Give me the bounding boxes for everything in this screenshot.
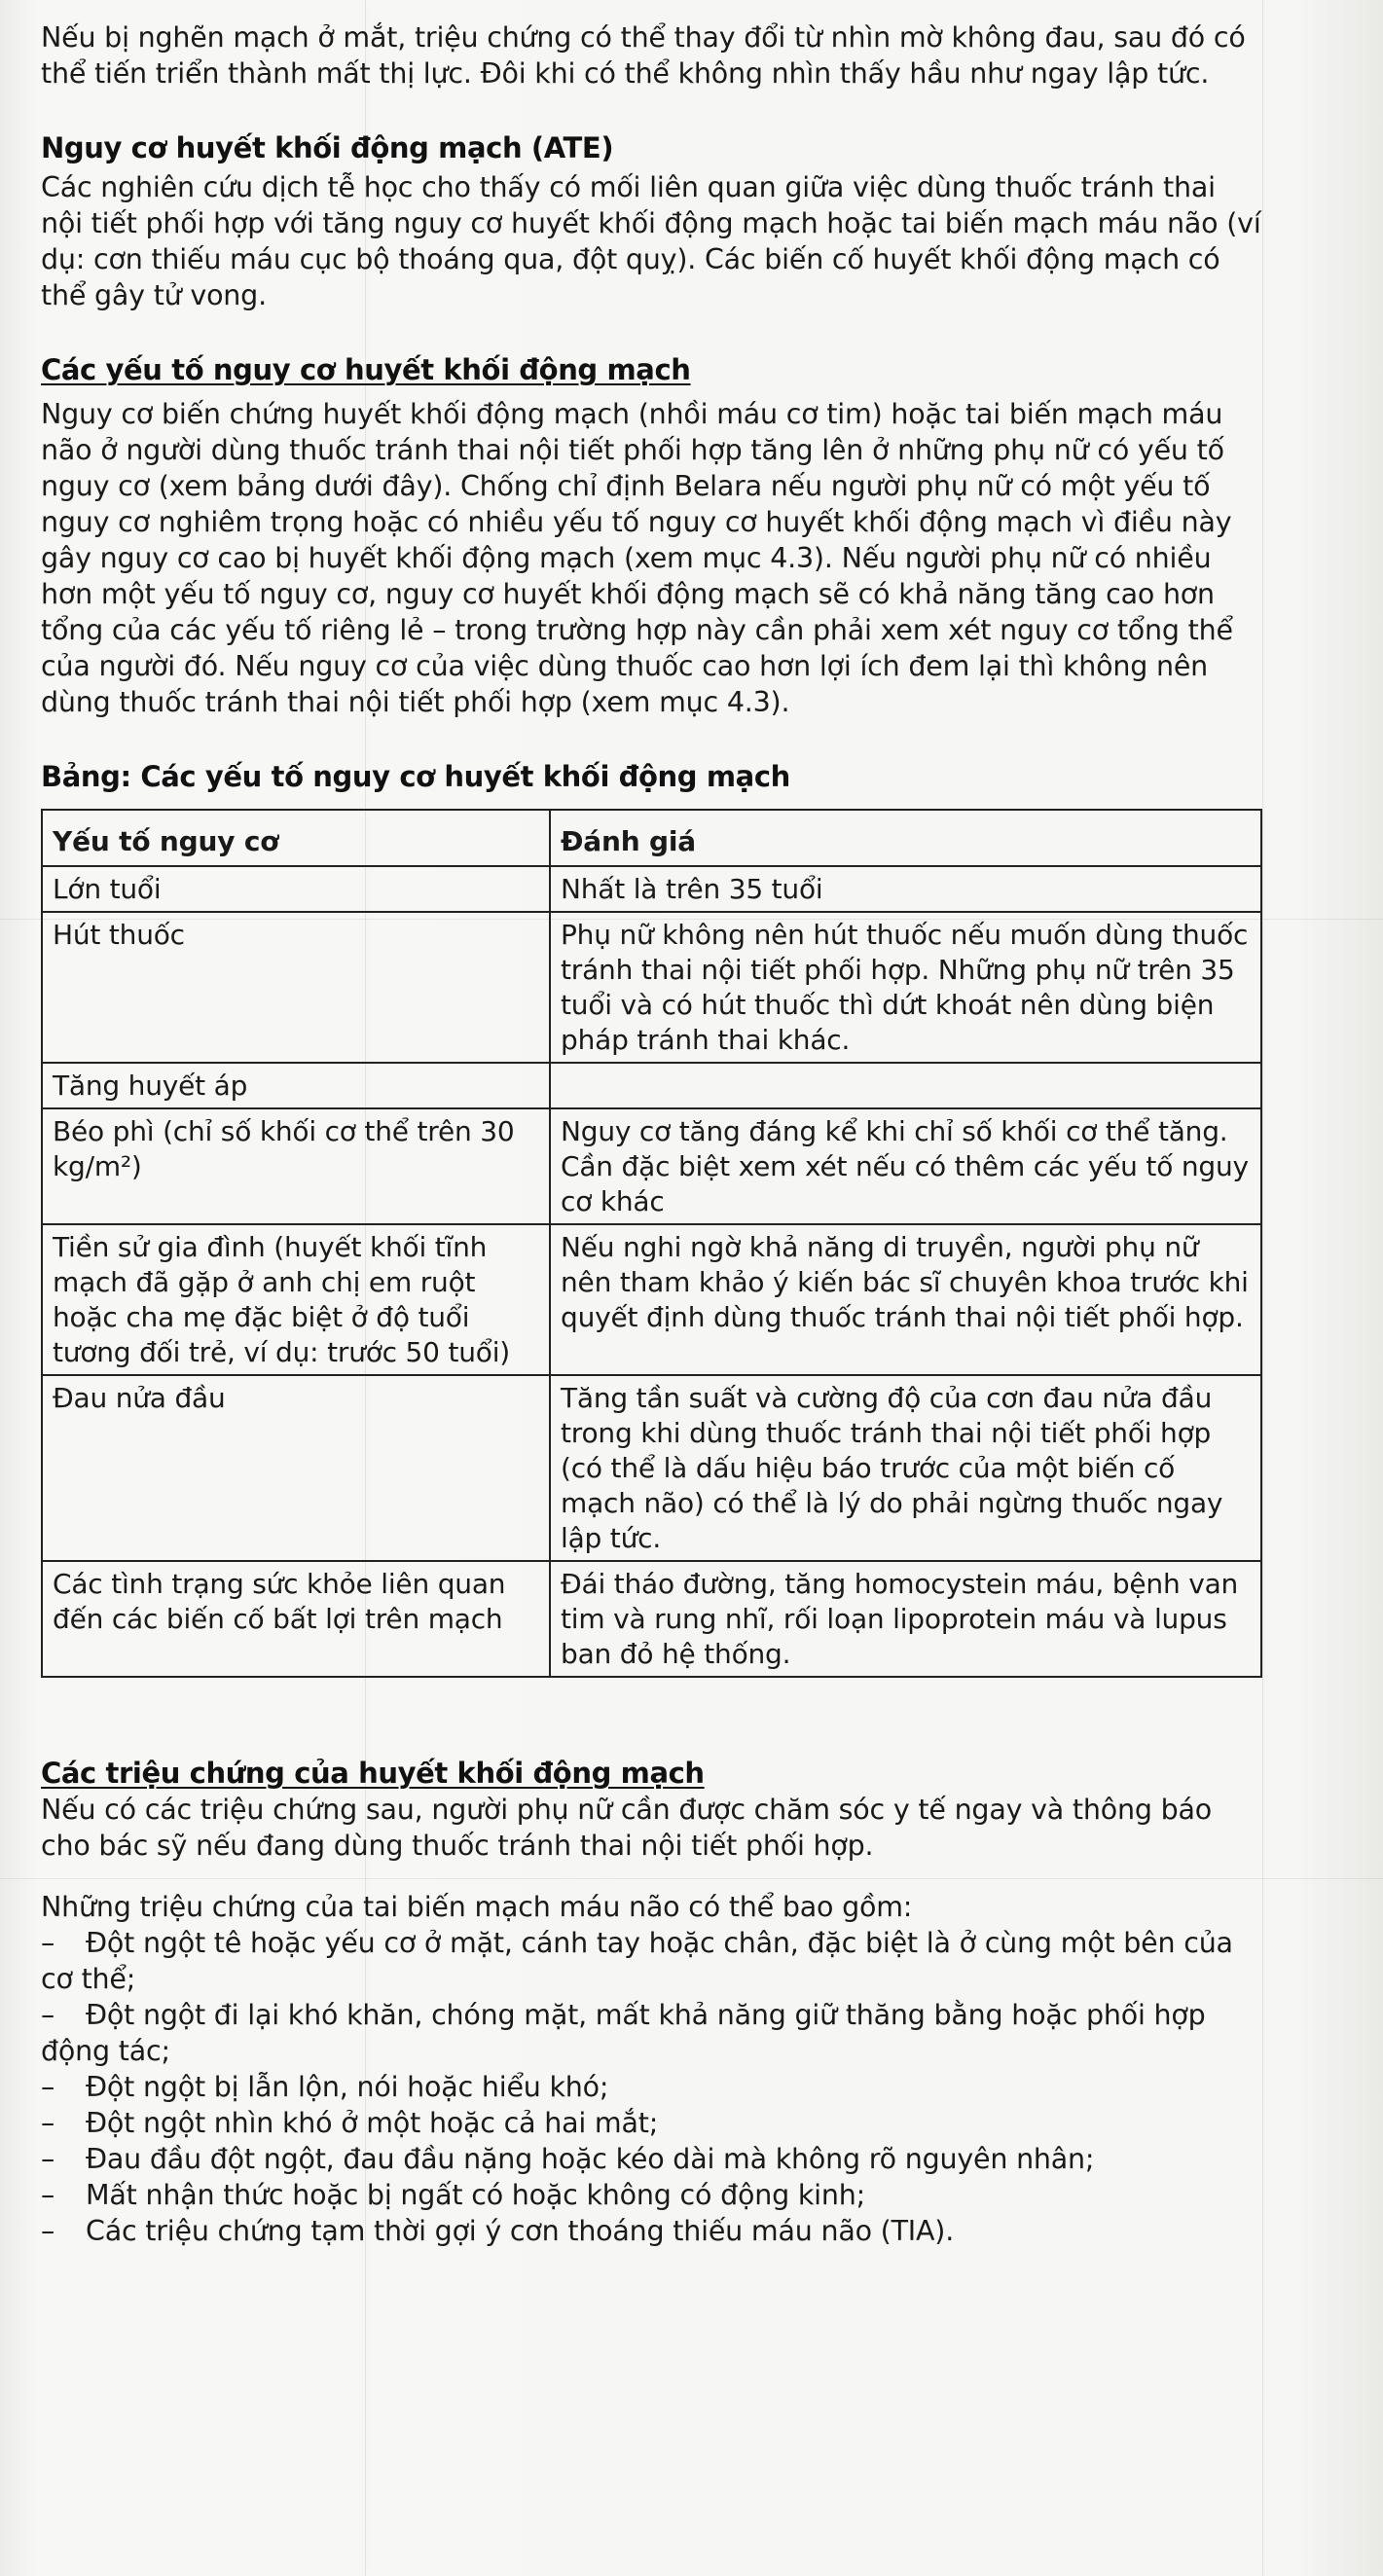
risk-factors-heading: Các yếu tố nguy cơ huyết khối động mạch: [41, 353, 691, 386]
intro-paragraph: Nếu bị nghẽn mạch ở mắt, triệu chứng có thể thay đổi từ nhìn mờ không đau, sau đó có thể tiến triển thành mất thị lực. Đôi khi có thể không nhìn thấy hầu như ngay lập tức.: [41, 21, 1246, 90]
symptoms-heading: Các triệu chứng của huyết khối động mạch: [41, 1757, 705, 1790]
paper-fold-line: [1262, 0, 1263, 2576]
risk-factor-table: [41, 809, 1262, 1678]
table-row: [42, 866, 1261, 912]
symptoms-paragraph: Nếu có các triệu chứng sau, người phụ nữ cần được chăm sóc y tế ngay và thông báo cho bác sỹ nếu đang dùng thuốc tránh thai nội tiết phối hợp.: [41, 1794, 1212, 1862]
row-factor: Đau nửa đầu: [42, 1375, 550, 1561]
table-row: [42, 1063, 1261, 1108]
table-row: [42, 1375, 1261, 1561]
row-assessment: Nhất là trên 35 tuổi: [550, 866, 1261, 912]
row-assessment: Đái tháo đường, tăng homocystein máu, bệnh van tim và rung nhĩ, rối loạn lipoprotein máu và lupus ban đỏ hệ thống.: [550, 1561, 1261, 1677]
symptoms-list: [41, 1925, 1262, 2249]
table-row: [42, 912, 1261, 1063]
row-factor: Các tình trạng sức khỏe liên quan đến các biến cố bất lợi trên mạch: [42, 1561, 550, 1677]
risk-factors-paragraph: Nguy cơ biến chứng huyết khối động mạch (nhồi máu cơ tim) hoặc tai biến mạch máu não ở người dùng thuốc tránh thai nội tiết phối hợp tăng lên ở những phụ nữ có yếu tố nguy cơ (xem bảng dưới đây). Chống chỉ định Belara nếu người phụ nữ có một yếu tố nguy cơ nghiêm trọng hoặc có nhiều yếu tố nguy cơ huyết khối động mạch vì điều này gây nguy cơ cao bị huyết khối động mạch (xem mục 4.3). Nếu người phụ nữ có nhiều hơn một yếu tố nguy cơ, nguy cơ huyết khối động mạch sẽ có khả năng tăng cao hơn tổng của các yếu tố riêng lẻ – trong trường hợp này cần phải xem xét nguy cơ tổng thể của người đó. Nếu nguy cơ của việc dùng thuốc cao hơn lợi ích đem lại thì không nên dùng thuốc tránh thai nội tiết phối hợp (xem mục 4.3).: [41, 398, 1233, 718]
list-item: – Đau đầu đột ngột, đau đầu nặng hoặc kéo dài mà không rõ nguyên nhân;: [41, 2141, 1262, 2177]
ate-paragraph: Các nghiên cứu dịch tễ học cho thấy có mối liên quan giữa việc dùng thuốc tránh thai nội tiết phối hợp với tăng nguy cơ huyết khối động mạch hoặc tai biến mạch máu não (ví dụ: cơn thiếu máu cục bộ thoáng qua, đột quỵ). Các biến cố huyết khối động mạch có thể gây tử vong.: [41, 171, 1261, 311]
row-factor: Tăng huyết áp: [42, 1063, 550, 1108]
table-header-row: [42, 810, 1261, 866]
header-risk-factor: Yếu tố nguy cơ: [42, 810, 550, 866]
row-assessment: Phụ nữ không nên hút thuốc nếu muốn dùng thuốc tránh thai nội tiết phối hợp. Những phụ nữ trên 35 tuổi và có hút thuốc thì dứt khoát nên dùng biện pháp tránh thai khác.: [550, 912, 1261, 1063]
table-caption: Bảng: Các yếu tố nguy cơ huyết khối động mạch: [41, 760, 790, 793]
row-assessment: [550, 1063, 1261, 1108]
list-item: – Đột ngột tê hoặc yếu cơ ở mặt, cánh tay hoặc chân, đặc biệt là ở cùng một bên của cơ thể;: [41, 1925, 1262, 1997]
table-row: [42, 1108, 1261, 1224]
row-assessment: Nguy cơ tăng đáng kể khi chỉ số khối cơ thể tăng. Cần đặc biệt xem xét nếu có thêm các yếu tố nguy cơ khác: [550, 1108, 1261, 1224]
list-item: – Mất nhận thức hoặc bị ngất có hoặc không có động kinh;: [41, 2177, 1262, 2213]
list-item: – Đột ngột đi lại khó khăn, chóng mặt, mất khả năng giữ thăng bằng hoặc phối hợp động tác;: [41, 1997, 1262, 2069]
header-assessment: Đánh giá: [550, 810, 1261, 866]
list-item: – Đột ngột bị lẫn lộn, nói hoặc hiểu khó;: [41, 2069, 1262, 2105]
row-factor: Hút thuốc: [42, 912, 550, 1063]
row-assessment: Tăng tần suất và cường độ của cơn đau nửa đầu trong khi dùng thuốc tránh thai nội tiết phối hợp (có thể là dấu hiệu báo trước của một biến cố mạch não) có thể là lý do phải ngừng thuốc ngay lập tức.: [550, 1375, 1261, 1561]
table-row: [42, 1224, 1261, 1375]
row-factor: Tiền sử gia đình (huyết khối tĩnh mạch đã gặp ở anh chị em ruột hoặc cha mẹ đặc biệt ở độ tuổi tương đối trẻ, ví dụ: trước 50 tuổi): [42, 1224, 550, 1375]
row-factor: Béo phì (chỉ số khối cơ thể trên 30 kg/m²): [42, 1108, 550, 1224]
list-item: – Các triệu chứng tạm thời gợi ý cơn thoáng thiếu máu não (TIA).: [41, 2213, 1262, 2249]
row-factor: Lớn tuổi: [42, 866, 550, 912]
table-row: [42, 1561, 1261, 1677]
document-content: [41, 0, 1262, 2249]
ate-heading: Nguy cơ huyết khối động mạch (ATE): [41, 131, 614, 164]
row-assessment: Nếu nghi ngờ khả năng di truyền, người phụ nữ nên tham khảo ý kiến bác sĩ chuyên khoa trước khi quyết định dùng thuốc tránh thai nội tiết phối hợp.: [550, 1224, 1261, 1375]
list-item: – Đột ngột nhìn khó ở một hoặc cả hai mắt;: [41, 2105, 1262, 2141]
symptoms-list-intro: Những triệu chứng của tai biến mạch máu não có thể bao gồm:: [41, 1891, 913, 1923]
